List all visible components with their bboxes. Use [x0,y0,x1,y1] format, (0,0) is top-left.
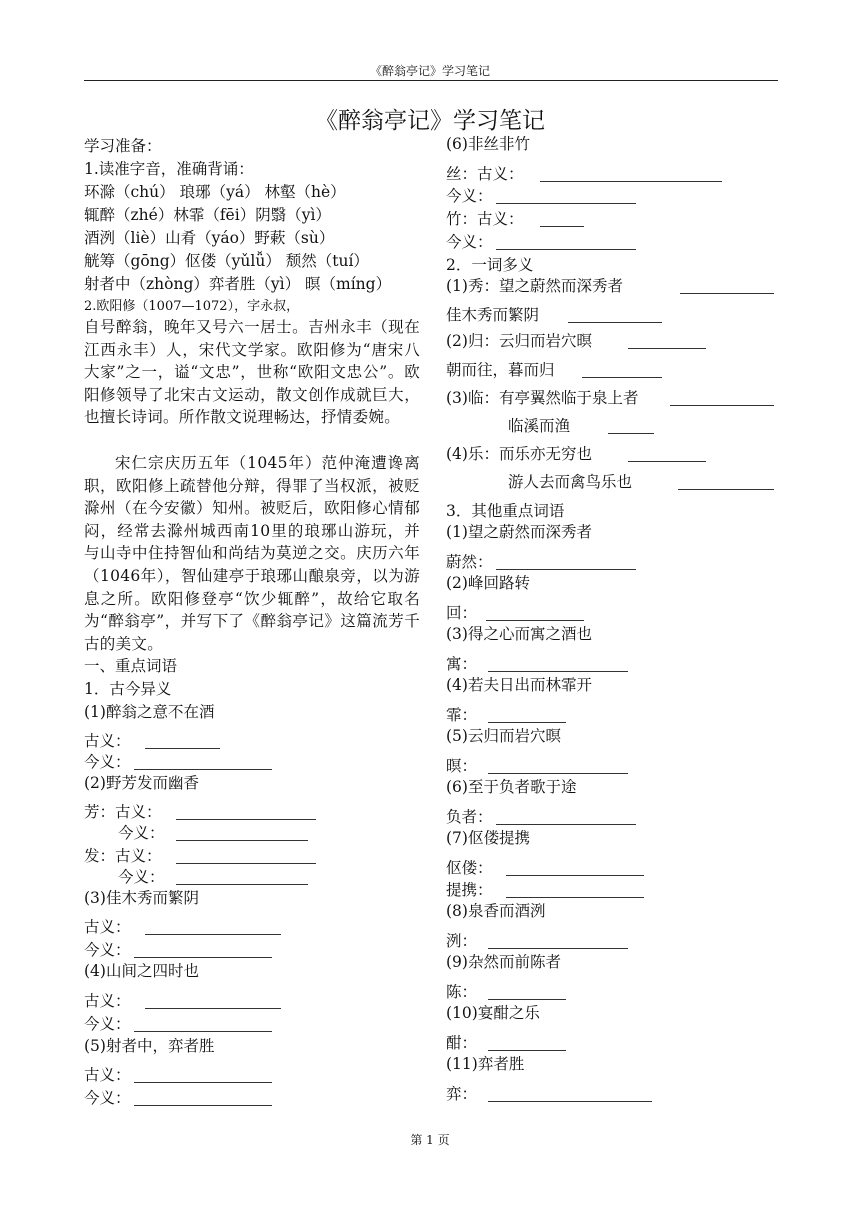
question-item: (3)临：有亭翼然临于泉上者 [446,389,639,407]
subsection-heading: 1．古今异义 [84,680,172,698]
answer-blank[interactable] [488,934,628,949]
question-item: 临溪而渔 [508,417,571,435]
pronunciation-line: 环滁（chú） 琅琊（yá） 林壑（hè） [84,183,346,201]
answer-blank[interactable] [628,334,706,349]
answer-blank[interactable] [134,943,272,958]
question-item: (1)秀：望之蔚然而深秀者 [446,277,623,295]
task-heading: 1.读准字音，准确背诵： [84,160,254,178]
answer-label: 古义： [84,1066,131,1084]
question-item: (2)峰回路转 [446,574,530,592]
answer-label: 今义： [446,187,493,205]
answer-label: 今义： [84,941,131,959]
answer-blank[interactable] [134,1068,272,1083]
running-header: 《醉翁亭记》学习笔记 [369,64,490,78]
question-item: (6)非丝非竹 [446,135,530,153]
answer-blank[interactable] [488,1036,566,1051]
answer-blank[interactable] [145,734,220,749]
question-item: 佳木秀而繁阴 [446,306,540,324]
document-title: 《醉翁亭记》学习笔记 [315,108,545,134]
answer-blank[interactable] [670,391,774,406]
answer-blank[interactable] [678,475,774,490]
question-item: (6)至于负者歌于途 [446,778,577,796]
answer-blank[interactable] [134,755,272,770]
answer-label: 今义： [118,868,165,886]
question-item: (8)泉香而酒洌 [446,902,546,920]
answer-blank[interactable] [496,810,636,825]
question-item: 朝而往，暮而归 [446,361,555,379]
answer-blank[interactable] [176,826,308,841]
answer-blank[interactable] [496,235,636,250]
question-item: (5)射者中，弈者胜 [84,1037,215,1055]
answer-blank[interactable] [568,308,662,323]
answer-label: 今义： [84,1015,131,1033]
question-item: 游人去而禽鸟乐也 [508,473,633,491]
author-intro: 2.欧阳修（1007—1072），字永叔， [84,299,300,314]
answer-blank[interactable] [496,555,636,570]
answer-label: 负者： [446,808,493,826]
question-item: (3)佳木秀而繁阴 [84,889,199,907]
answer-label: 今义： [84,1089,131,1107]
author-paragraph: 自号醉翁，晚年又号六一居士。吉州永丰（现在江西永丰）人，宋代文学家。欧阳修为“唐宋八大家”之一，谥“文忠”，世称“欧阳文忠公”。欧阳修领导了北宋古文运动，散文创作成就巨大，也擅长诗词。所作散文说理畅达，抒情委婉。 [84,318,420,427]
pronunciation-line: 射者中（zhòng）弈者胜（yì） 暝（míng） [84,275,392,293]
question-item: (11)弈者胜 [446,1055,525,1073]
answer-blank[interactable] [488,759,628,774]
answer-blank[interactable] [496,189,636,204]
question-item: (4)乐：而乐亦无穷也 [446,445,592,463]
answer-label: 洌： [446,932,478,950]
question-item: (3)得之心而寓之酒也 [446,625,592,643]
answer-label: 提携： [446,881,493,899]
answer-label: 古义： [84,992,131,1010]
question-item: (1)醉翁之意不在酒 [84,703,215,721]
answer-label: 古义： [84,918,131,936]
answer-blank[interactable] [628,447,706,462]
answer-label: 芳：古义： [84,803,162,821]
question-item: (2)野芳发而幽香 [84,774,199,792]
answer-blank[interactable] [145,994,281,1009]
answer-blank[interactable] [680,279,774,294]
header-rule [84,80,778,81]
background-paragraph: 宋仁宗庆历五年（1045年）范仲淹遭谗离职，欧阳修上疏替他分辩，得罪了当权派，被贬滁州（在今安徽）知州。被贬后，欧阳修心情郁闷，经常去滁州城西南10里的琅琊山游玩，并与山寺中住持智仙和尚结为莫逆之交。庆历六年（1046年），智仙建亭于琅琊山酿泉旁，以为游息之所。欧阳修登亭“饮少辄醉”，故给它取名为“醉翁亭”，并写下了《醉翁亭记》这篇流芳千古的美文。 [84,454,420,653]
section-heading: 一、重点词语 [84,657,178,675]
answer-label: 寓： [446,655,478,673]
section-label: 学习准备： [84,137,162,155]
question-item: (5)云归而岩穴暝 [446,727,561,745]
answer-blank[interactable] [134,1091,272,1106]
answer-label: 竹：古义： [446,210,524,228]
question-item: (4)山间之四时也 [84,962,199,980]
answer-blank[interactable] [486,606,584,621]
subsection-heading: 3．其他重点词语 [446,502,565,520]
answer-label: 今义： [446,233,493,251]
question-item: (10)宴酣之乐 [446,1004,540,1022]
answer-blank[interactable] [176,805,316,820]
answer-label: 伛偻： [446,859,493,877]
question-item: (7)伛偻提携 [446,829,530,847]
answer-label: 古义： [84,732,131,750]
question-item: (1)望之蔚然而深秀者 [446,523,592,541]
answer-blank[interactable] [488,657,628,672]
answer-blank[interactable] [145,920,281,935]
answer-blank[interactable] [540,212,584,227]
answer-label: 蔚然： [446,553,493,571]
answer-label: 回： [446,604,478,622]
answer-blank[interactable] [608,419,654,434]
answer-blank[interactable] [540,167,722,182]
answer-label: 弈： [446,1085,478,1103]
answer-label: 发：古义： [84,847,162,865]
answer-blank[interactable] [488,708,566,723]
answer-label: 今义： [84,753,131,771]
answer-blank[interactable] [582,363,662,378]
answer-blank[interactable] [488,985,566,1000]
answer-blank[interactable] [488,1087,652,1102]
answer-label: 酣： [446,1034,478,1052]
answer-blank[interactable] [176,870,308,885]
question-item: (9)杂然而前陈者 [446,953,561,971]
answer-label: 暝： [446,757,478,775]
question-item: (4)若夫日出而林霏开 [446,676,592,694]
answer-blank[interactable] [506,883,644,898]
page-number: 第 1 页 [410,1133,450,1147]
answer-blank[interactable] [176,849,316,864]
answer-label: 丝：古义： [446,165,524,183]
pronunciation-line: 觥筹（gōng）伛偻（yǔlǚ） 颓然（tuí） [84,252,369,270]
subsection-heading: 2．一词多义 [446,256,534,274]
answer-blank[interactable] [506,861,644,876]
pronunciation-line: 辄醉（zhé）林霏（fēi）阴翳（yì） [84,206,331,224]
answer-label: 陈： [446,983,478,1001]
answer-label: 今义： [118,824,165,842]
answer-blank[interactable] [134,1017,272,1032]
pronunciation-line: 酒洌（liè）山肴（yáo）野蔌（sù） [84,229,335,247]
question-item: (2)归：云归而岩穴暝 [446,332,592,350]
answer-label: 霏： [446,706,478,724]
